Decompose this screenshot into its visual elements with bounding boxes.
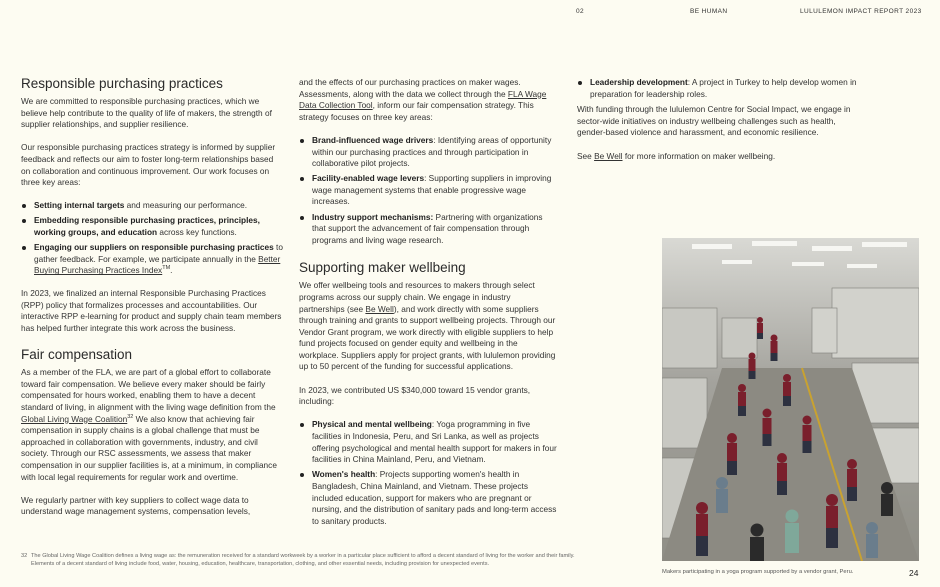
footnote-text: The Global Living Wage Coalition defines a living wage as: the remuneration received for a standard workweek by a worker in a particular place sufficient to afford a decent standard of living for the worker and their family. Elements of a decent standard of living include food, water, housing, education, healthcare, transportation, clothing, and other essential needs, including provision for unexpected events. <box>31 553 575 567</box>
rpp-paragraph-2: Our responsible purchasing practices strategy is informed by supplier feedback and reflects our aim to foster long-term relationships based on collaboration and continuous improvement. Our work focuses on three key areas: <box>21 142 276 188</box>
fair-compensation-heading: Fair compensation <box>21 347 133 363</box>
fc-focus-list <box>299 135 557 246</box>
factory-yoga-illustration <box>662 238 919 561</box>
global-living-wage-coalition-link[interactable]: Global Living Wage Coalition <box>21 413 128 424</box>
maker-wellbeing-heading: Supporting maker wellbeing <box>299 260 466 276</box>
rpp-heading: Responsible purchasing practices <box>21 76 223 91</box>
fc-continued-paragraph: and the effects of our purchasing practices on maker wages. Assessments, along with the data we collect through the FLA Wage Data Collection Tool, inform our fair compensation strategy. This strategy focuses on three key areas: <box>299 77 547 122</box>
vendor-grants-list <box>299 419 557 527</box>
be-well-link-2[interactable]: Be Well <box>594 150 623 161</box>
list-item: Industry support mechanisms: Partnering with organizations that support the advancement of fair compensation through programs and living wage research. <box>299 212 557 247</box>
list-item: Physical and mental wellbeing: Yoga programming in five facilities in Indonesia, Peru, and Sri Lanka, as well as projects offering psychological and mental health support for makers in four facilities in China Mainland, Peru, and Vietnam. <box>299 419 557 465</box>
leadership-list <box>577 77 857 100</box>
list-item: Brand-influenced wage drivers: Identifying areas of opportunity within our purchasing practices and through participation in collaborative pilot projects. <box>299 135 557 170</box>
list-item: Engaging our suppliers on responsible purchasing practices to gather feedback. For example, we participate annually in the Better Buying Purchasing Practices Index™. <box>21 242 283 277</box>
fair-compensation-paragraph-2: We regularly partner with key suppliers to collect wage data to understand wage management systems, compensation levels, <box>21 494 251 517</box>
column-middle <box>299 77 557 538</box>
maker-wellbeing-paragraph-2: In 2023, we contributed US $340,000 toward 15 vendor grants, including: <box>299 384 531 407</box>
see-be-well-paragraph: See Be Well for more information on maker wellbeing. <box>577 150 776 161</box>
rpp-focus-list <box>21 200 283 277</box>
header-report-title: LULULEMON IMPACT REPORT 2023 <box>800 8 922 15</box>
csi-paragraph: With funding through the lululemon Centre for Social Impact, we engage in sector-wide initiatives on industry wellbeing challenges such as health, gender-based violence and harassment, and economic resilience. <box>577 104 851 138</box>
column-right <box>577 77 857 174</box>
rpp-paragraph-1: We are committed to responsible purchasing practices, which we believe help contribute to the quality of life of makers, the strength of supplier relationships, and supplier resilience. <box>21 96 272 130</box>
column-left <box>21 76 283 530</box>
list-item: Setting internal targets and measuring our performance. <box>21 200 283 212</box>
footnote-ref: 32 <box>127 413 134 420</box>
fla-wage-tool-link[interactable]: FLA Wage Data Collection Tool <box>299 88 547 111</box>
photo-caption: Makers participating in a yoga program supported by a vendor grant, Peru. <box>662 569 854 575</box>
header-page-label: 02 <box>576 8 585 15</box>
rpp-paragraph-3: In 2023, we finalized an internal Responsible Purchasing Practices (RPP) policy that formalizes processes and accountabilities. Our interactive RPP e-learning for product and supply chain team members has helped further integrate this work across the business. <box>21 287 282 333</box>
fair-compensation-paragraph-1: As a member of the FLA, we are part of a global effort to collaborate toward fair compensation. We believe every maker should be fairly compensated for hours worked, enabling them to have a decent standard of living, in alignment with the living wage definition from the Global Living Wage Coalition$^{32}$ We also know that achieving fair compensation in supply chains is a global challenge that must be approached in collaboration with governments, industry, and civil society. Through our RSC assessments, we assess that maker compensation in our supplier facilities is, at a minimum, in compliance with local legal requirements for regular work and overtime. <box>21 367 277 482</box>
footnote <box>21 553 586 568</box>
list-item: Women's health: Projects supporting women's health in Bangladesh, China Mainland, and Vietnam. These projects included education, support for makers who are pregnant or nursing, and the distribution of sanitary pads and long-term access to sanitary products. <box>299 469 557 527</box>
factory-yoga-photo <box>662 238 919 561</box>
header-section: BE HUMAN <box>690 8 728 15</box>
list-item: Leadership development: A project in Turkey to help develop women in preparation for leadership roles. <box>577 77 857 100</box>
list-item: Facility-enabled wage levers: Supporting suppliers in improving wage management systems that enable progressive wage increases. <box>299 173 557 208</box>
be-well-link[interactable]: Be Well <box>365 303 394 314</box>
list-item: Embedding responsible purchasing practices, principles, working groups, and education across key functions. <box>21 215 283 238</box>
better-buying-link[interactable]: Better Buying Purchasing Practices Index <box>34 253 281 276</box>
maker-wellbeing-paragraph-1: We offer wellbeing tools and resources to makers through select programs across our supply chain. We engage in industry partnerships (see Be Well), and work directly with some suppliers through training and grants to support wellbeing projects. Through our Vendor Grant program, we work directly with eligible suppliers to help fund projects focused on gender equity and wellbeing in the workplace. Suppliers apply for project grants, with lululemon providing up to 50 percent of the funding for successful applications. <box>299 280 556 372</box>
footnote-number: 32 <box>21 553 28 559</box>
page-number: 24 <box>909 568 919 578</box>
